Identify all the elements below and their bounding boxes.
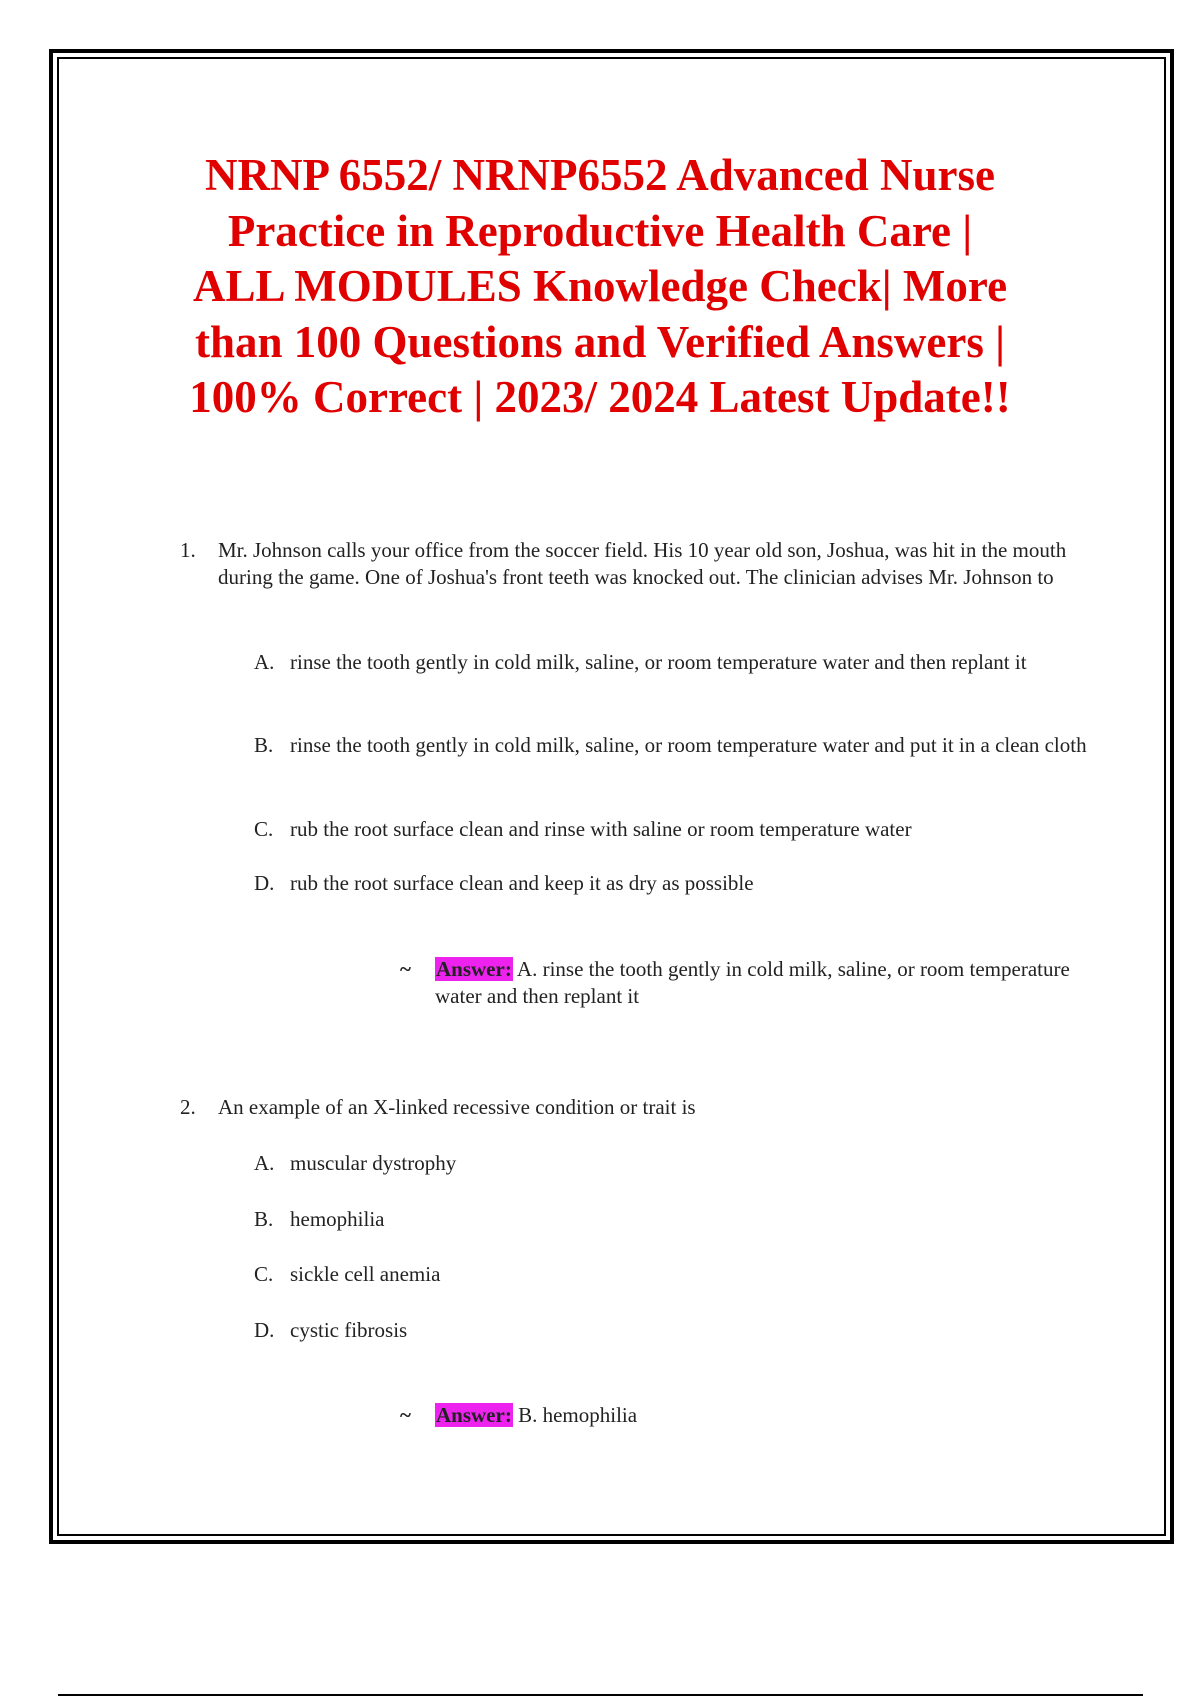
option-letter: B. <box>254 733 274 757</box>
option-text: rinse the tooth gently in cold milk, saline, or room temperature water and put it in a clean cloth <box>290 733 1087 757</box>
answer-text: A. rinse the tooth gently in cold milk, saline, or room temperature water and then replant it <box>435 957 1070 1008</box>
answer-text: B. hemophilia <box>518 1403 638 1427</box>
option-text: rinse the tooth gently in cold milk, saline, or room temperature water and then replant it <box>290 650 1027 674</box>
answer-label: Answer: <box>436 1403 512 1427</box>
document-title: NRNP 6552/ NRNP6552 Advanced Nurse Practice in Reproductive Health Care | ALL MODULES Knowledge Check| More than 100 Questions and Verified Answers | 100% Correct | 2023/ 2024 Latest Update!! <box>189 150 1011 422</box>
question-text: An example of an X-linked recessive condition or trait is <box>218 1095 696 1119</box>
option-text: sickle cell anemia <box>290 1262 441 1286</box>
question-number: 2. <box>180 1095 196 1119</box>
option-text: hemophilia <box>290 1207 385 1231</box>
option-letter: C. <box>254 1262 274 1286</box>
option-letter: C. <box>254 817 274 841</box>
answer-bullet: ~ <box>400 1403 411 1427</box>
question-text: Mr. Johnson calls your office from the soccer field. His 10 year old son, Joshua, was hit in the mouth during the game. One of Joshua's front teeth was knocked out. The clinician advises Mr. Johnson to <box>218 538 1067 589</box>
option-letter: D. <box>254 1318 275 1342</box>
answer-bullet: ~ <box>400 957 411 981</box>
option-text: muscular dystrophy <box>290 1151 457 1175</box>
option-letter: D. <box>254 871 275 895</box>
question-number: 1. <box>180 538 196 562</box>
footer-divider <box>58 1694 1143 1696</box>
answer-content <box>435 1402 1075 1429</box>
answer-label: Answer: <box>436 957 512 981</box>
option-text: rub the root surface clean and keep it as dry as possible <box>290 871 754 895</box>
option-letter: B. <box>254 1207 274 1231</box>
answer-content <box>435 956 1075 1010</box>
option-text: rub the root surface clean and rinse with saline or room temperature water <box>290 817 912 841</box>
option-letter: A. <box>254 650 275 674</box>
option-text: cystic fibrosis <box>290 1318 408 1342</box>
option-letter: A. <box>254 1151 275 1175</box>
